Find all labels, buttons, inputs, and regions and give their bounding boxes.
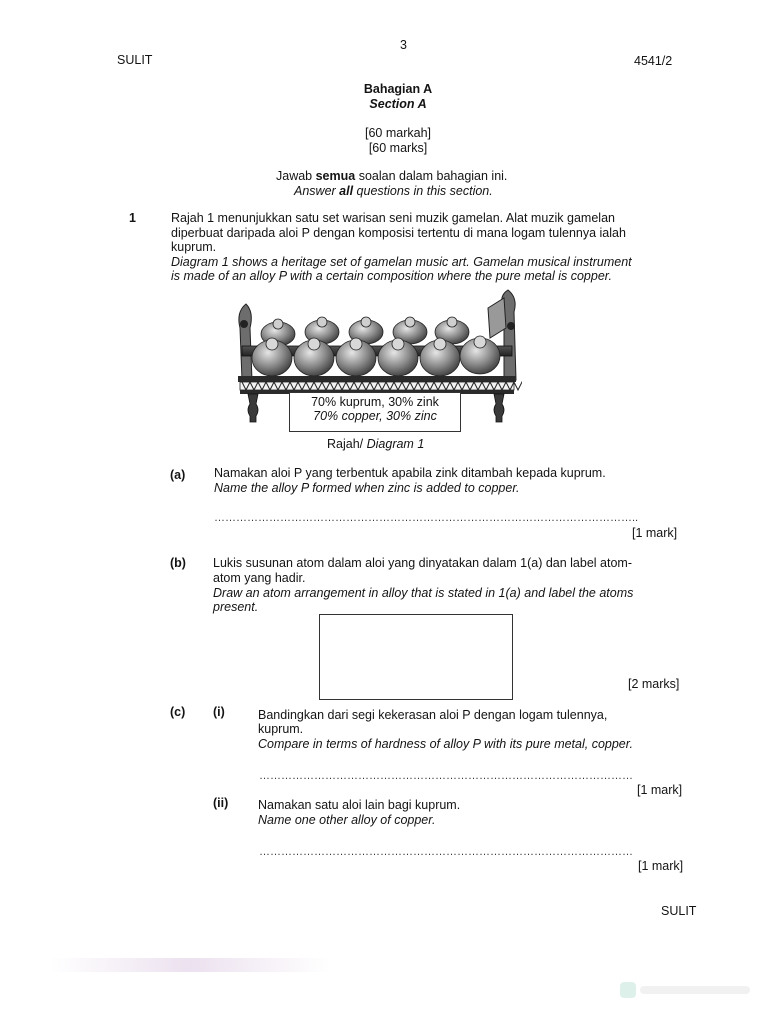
part-a-marks: [1 mark] — [632, 526, 678, 540]
part-c-ii-answer-line[interactable]: ………………………………………………………………………………………… — [259, 846, 633, 858]
part-c-i-answer-line[interactable]: ………………………………………………………………………………………… — [259, 770, 633, 782]
part-b-question-en-line1: Draw an atom arrangement in alloy that is stated in 1(a) and label the atoms — [213, 586, 634, 600]
question-number: 1 — [129, 211, 136, 225]
header-classification: SULIT — [117, 53, 153, 67]
composition-en: 70% copper, 30% zinc — [313, 409, 437, 423]
part-c-ii-label: (ii) — [213, 796, 229, 810]
section-instruction-en: Answer all questions in this section. — [294, 184, 493, 198]
question-stem-ms-line2: diperbuat daripada aloi P dengan komposisi tertentu di mana logam tulennya ialah — [171, 226, 626, 240]
part-c-i-question-ms-line2: kuprum. — [258, 722, 304, 736]
scan-artifact — [50, 958, 330, 972]
part-c-i-label: (i) — [213, 705, 225, 719]
page-number: 3 — [400, 38, 407, 52]
footer-classification: SULIT — [661, 904, 697, 918]
part-b-question-ms-line1: Lukis susunan atom dalam aloi yang dinyatakan dalam 1(a) dan label atom- — [213, 556, 632, 570]
question-stem-en-line1: Diagram 1 shows a heritage set of gamelan music art. Gamelan musical instrument — [171, 255, 632, 269]
header-paper-code: 4541/2 — [634, 54, 673, 68]
part-c-label: (c) — [170, 705, 186, 719]
part-c-ii-question-en: Name one other alloy of copper. — [258, 813, 436, 827]
part-a-label: (a) — [170, 468, 186, 482]
question-stem-ms-line3: kuprum. — [171, 240, 217, 254]
section-instruction-ms: Jawab semua soalan dalam bahagian ini. — [276, 169, 508, 183]
question-stem-en-line2: is made of an alloy P with a certain composition where the pure metal is copper. — [171, 269, 612, 283]
drawing-answer-box[interactable] — [319, 614, 513, 700]
part-a-question-ms: Namakan aloi P yang terbentuk apabila zink ditambah kepada kuprum. — [214, 466, 606, 480]
part-c-i-question-en: Compare in terms of hardness of alloy P with its pure metal, copper. — [258, 737, 633, 751]
diagram-caption: Rajah/ Diagram 1 — [327, 437, 425, 451]
section-marks-ms: [60 markah] — [364, 126, 431, 140]
part-b-label: (b) — [170, 556, 186, 570]
part-c-ii-marks: [1 mark] — [638, 859, 684, 873]
scanner-watermark-icon — [620, 982, 636, 998]
alloy-composition-label — [289, 392, 461, 432]
part-a-question-en: Name the alloy P formed when zinc is added to copper. — [214, 481, 520, 495]
part-b-marks: [2 marks] — [628, 677, 680, 691]
scanner-watermark — [640, 986, 750, 994]
part-c-ii-question-ms: Namakan satu aloi lain bagi kuprum. — [258, 798, 461, 812]
part-c-i-marks: [1 mark] — [637, 783, 683, 797]
section-marks-en: [60 marks] — [368, 141, 428, 155]
section-title-ms: Bahagian A — [363, 82, 433, 96]
part-b-question-ms-line2: atom yang hadir. — [213, 571, 306, 585]
composition-ms: 70% kuprum, 30% zink — [311, 395, 439, 409]
part-b-question-en-line2: present. — [213, 600, 259, 614]
part-a-answer-line[interactable]: …………………………………………………………………………………………………….. — [214, 512, 639, 524]
question-stem-ms-line1: Rajah 1 menunjukkan satu set warisan seni muzik gamelan. Alat muzik gamelan — [171, 211, 615, 225]
part-c-i-question-ms-line1: Bandingkan dari segi kekerasan aloi P dengan logam tulennya, — [258, 708, 608, 722]
section-title-en: Section A — [369, 97, 427, 111]
